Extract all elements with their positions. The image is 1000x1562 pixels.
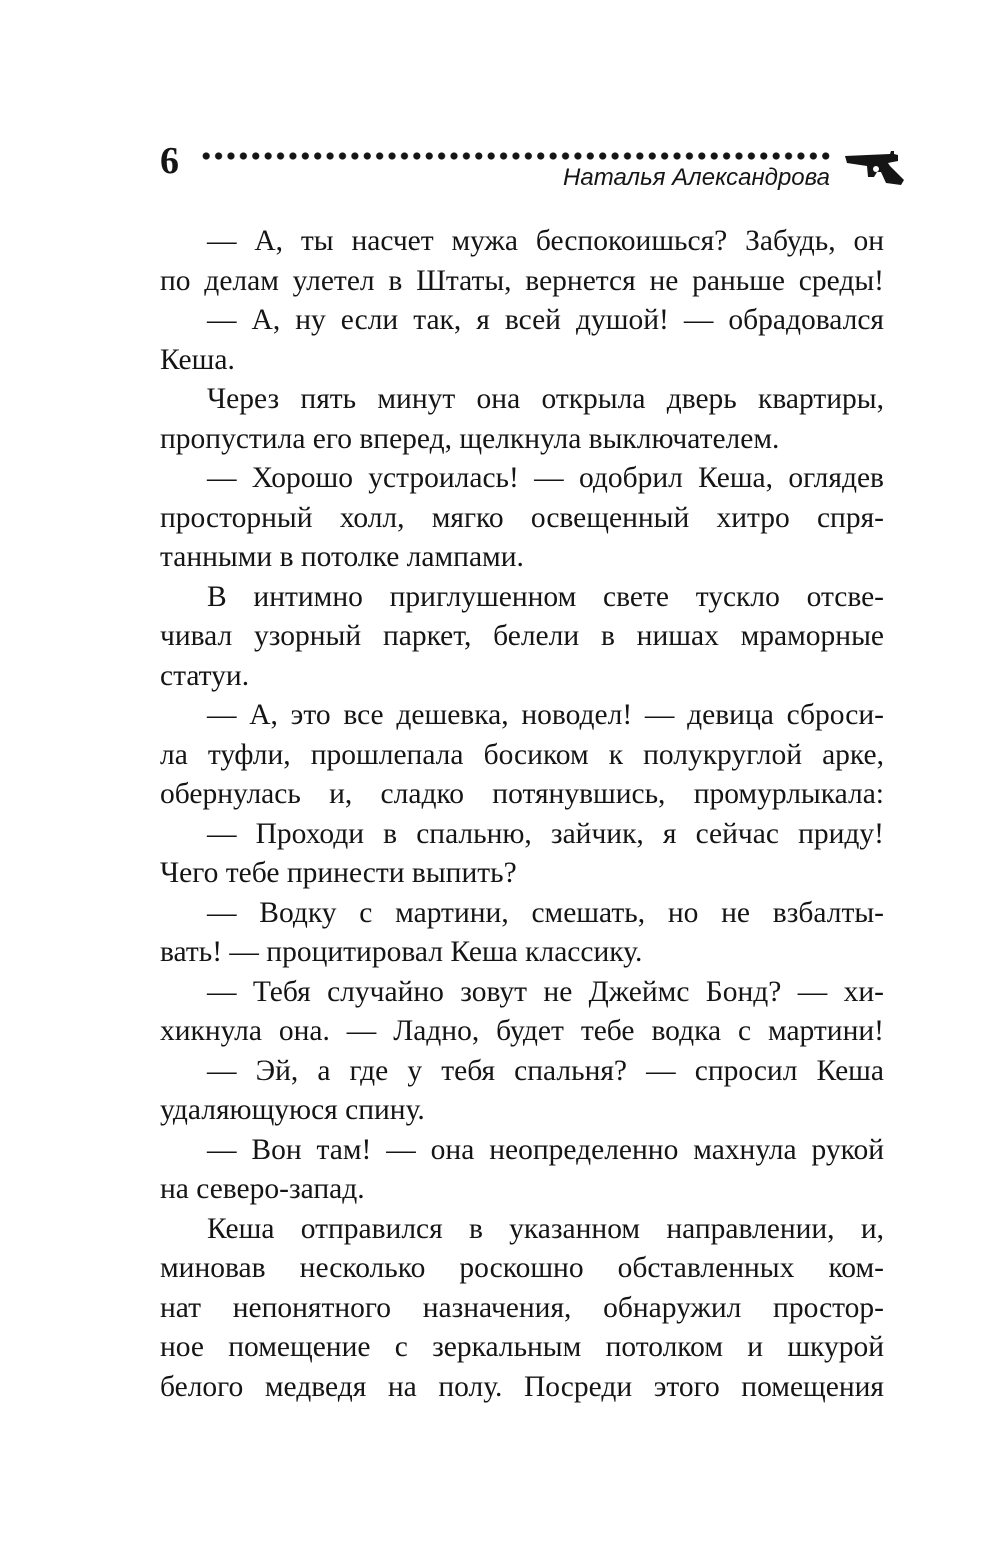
text-line: ное помещение с зеркальным потолком и шкурой <box>160 1331 884 1363</box>
text-line: — Водку с мартини, смешать, но не взбалты- <box>207 896 884 929</box>
text-line: Кеша отправился в указанном направлении, и, <box>207 1212 884 1245</box>
text-line: на северо-запад. <box>160 1173 365 1205</box>
body-text <box>160 222 884 1407</box>
text-line: — А, ты насчет мужа беспокоишься? Забудь, он <box>207 225 884 257</box>
text-line: по делам улетел в Штаты, вернется не раньше среды! <box>160 264 884 297</box>
text-line: ла туфли, прошлепала босиком к полукруглой арке, <box>160 738 884 771</box>
text-line: Чего тебе принести выпить? <box>160 857 517 889</box>
page-number: 6 <box>160 140 179 182</box>
text-line: пропустила его вперед, щелкнула выключателем. <box>160 422 780 455</box>
text-line: вать! — процитировал Кеша классику. <box>160 936 643 968</box>
text-line: миновав несколько роскошно обставленных ком- <box>160 1252 884 1284</box>
text-line: просторный холл, мягко освещенный хитро спря- <box>160 501 884 534</box>
text-line: обернулась и, сладко потянувшись, промурлыкала: <box>160 778 884 810</box>
text-line: — Проходи в спальню, зайчик, я сейчас приду! <box>207 817 884 850</box>
text-line: — Эй, а где у тебя спальня? — спросил Кеша <box>207 1054 884 1087</box>
pistol-icon <box>843 150 905 186</box>
text-line: — Хорошо устроилась! — одобрил Кеша, оглядев <box>207 462 884 494</box>
text-line: белого медведя на полу. Посреди этого помещения <box>160 1370 884 1403</box>
text-line: Кеша. <box>160 343 235 376</box>
text-line: — Вон там! — она неопределенно махнула рукой <box>207 1133 884 1166</box>
header-dotted-rule <box>200 151 830 161</box>
text-line: статуи. <box>160 659 250 692</box>
text-line: чивал узорный паркет, белели в нишах мраморные <box>160 620 884 652</box>
text-line: танными в потолке лампами. <box>160 541 524 573</box>
text-line: В интимно приглушенном свете тускло отсве- <box>207 580 884 613</box>
text-line: нат непонятного назначения, обнаружил простор- <box>160 1291 884 1324</box>
text-line: удаляющуюся спину. <box>160 1094 425 1126</box>
text-line: Через пять минут она открыла дверь квартиры, <box>207 383 884 415</box>
text-line: — А, это все дешевка, новодел! — девица сброси- <box>207 699 884 731</box>
text-line: — А, ну если так, я всей душой! — обрадовался <box>207 304 884 336</box>
text-line: — Тебя случайно зовут не Джеймс Бонд? — хи- <box>207 975 884 1008</box>
text-line: хикнула она. — Ладно, будет тебе водка с мартини! <box>160 1015 884 1047</box>
running-header-author: Наталья Александрова <box>563 164 830 191</box>
